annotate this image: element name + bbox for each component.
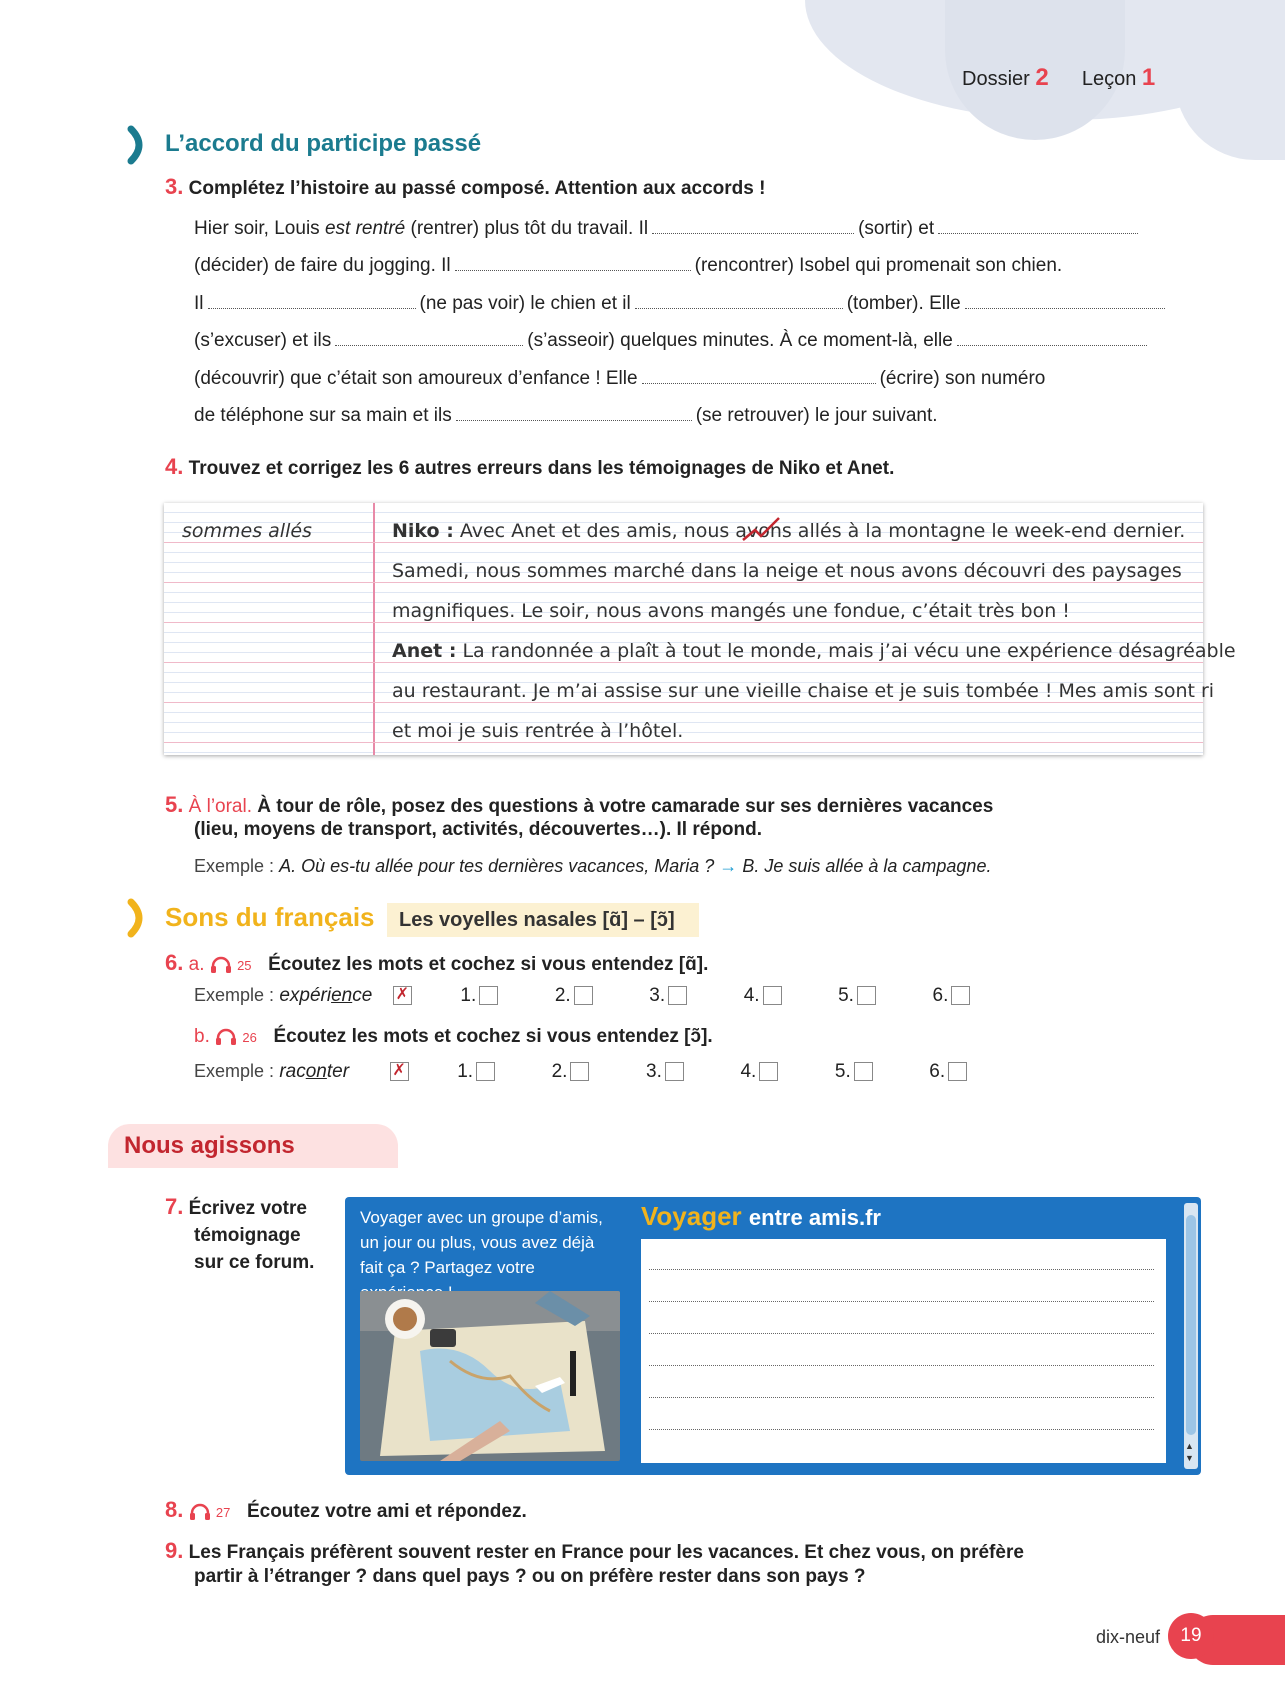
item-number: 1. [457, 1061, 474, 1082]
header-breadcrumb [962, 64, 1155, 92]
ex5-number: 5. [165, 792, 184, 817]
answer-blank[interactable] [965, 307, 1165, 309]
writing-line [649, 1301, 1154, 1302]
notebook-rule [164, 542, 1203, 543]
page-number: 19 [1168, 1613, 1214, 1659]
ex3-text: (s’asseoir) quelques minutes. À ce moment-là, elle [527, 330, 953, 351]
ex3-text: (écrire) son numéro [879, 368, 1046, 389]
forum-site-title [641, 1201, 881, 1232]
ex4-number: 4. [165, 454, 184, 479]
ex6b-checklist [194, 1061, 967, 1083]
checkbox-2[interactable] [574, 986, 593, 1005]
answer-blank[interactable] [938, 232, 1138, 234]
ex7-number: 7. [165, 1194, 184, 1219]
answer-blank[interactable] [642, 382, 876, 384]
track-number: 27 [215, 1505, 231, 1520]
checkbox-3[interactable] [668, 986, 687, 1005]
page-word: dix-neuf [1096, 1627, 1161, 1647]
example-word-part: en [331, 985, 353, 1006]
ex6a-label: a. [188, 954, 205, 975]
ex8-number: 8. [165, 1497, 184, 1522]
writing-line [649, 1429, 1154, 1430]
ex3-line-1 [194, 218, 1142, 240]
writing-line [649, 1397, 1154, 1398]
item-number: 5. [834, 1061, 851, 1082]
ex9-row [165, 1538, 1024, 1564]
section-chevron-icon [127, 125, 153, 165]
checkbox-1[interactable] [476, 1062, 495, 1081]
ex3-text: (s’excuser) et ils [194, 330, 332, 351]
ex3-instruction-row [165, 174, 765, 200]
item-number: 6. [929, 1061, 946, 1082]
ex3-text: (sortir) et [858, 218, 935, 239]
ex9-instruction-1: Les Français préfèrent souvent rester en France pour les vacances. Et chez vous, on préfère [188, 1542, 1024, 1563]
anet-text: La randonnée a plaît à tout le monde, mais j’ai vécu une expérience désagréable [462, 640, 1236, 662]
headphones-icon[interactable] [189, 1503, 211, 1521]
notebook-rule [164, 742, 1203, 743]
notebook-rule [164, 662, 1203, 663]
ex7-instr-line: témoignage [194, 1225, 301, 1246]
lecon-number: 1 [1141, 64, 1156, 91]
checkbox-1[interactable] [479, 986, 498, 1005]
nous-agissons-banner: Nous agissons [108, 1124, 398, 1168]
checkbox-3[interactable] [665, 1062, 684, 1081]
item-number: 6. [932, 985, 949, 1006]
niko-line-1 [392, 520, 1185, 542]
ex3-text: (se retrouver) le jour suivant. [695, 405, 938, 426]
sons-title: Sons du français [165, 902, 375, 932]
example-checkbox: ✗ [393, 986, 412, 1005]
ex3-example-answer: est rentré [324, 218, 406, 239]
forum-scrollbar[interactable] [1184, 1203, 1198, 1469]
forum-textarea[interactable] [641, 1239, 1166, 1463]
travel-map-photo [360, 1291, 620, 1461]
ex3-instruction: Complétez l’histoire au passé composé. Attention aux accords ! [188, 178, 766, 199]
example-word-part: on [305, 1061, 327, 1082]
example-word-part: ce [352, 985, 373, 1006]
forum-title-big: Voyager [641, 1201, 742, 1231]
ex6b-instruction: Écoutez les mots et cochez si vous entendez [ɔ̃]. [273, 1026, 713, 1047]
example-label: Exemple : [194, 856, 275, 876]
ex3-line-6 [194, 405, 938, 427]
ex4-instruction: Trouvez et corrigez les 6 autres erreurs dans les témoignages de Niko et Anet. [188, 458, 895, 479]
answer-blank[interactable] [635, 307, 843, 309]
niko-line-3: magnifiques. Le soir, nous avons mangés une fondue, c’était très bon ! [392, 600, 1070, 622]
ex7-instr-line: sur ce forum. [194, 1252, 315, 1273]
checkbox-6[interactable] [951, 986, 970, 1005]
example-word [279, 985, 372, 1006]
dossier-number: 2 [1035, 64, 1049, 91]
ex5-example [194, 856, 991, 877]
niko-name: Niko : [392, 520, 454, 542]
sons-tag: Les voyelles nasales [ɑ̃] – [ɔ̃] [387, 903, 699, 937]
writing-line [649, 1269, 1154, 1270]
ex6a-row [165, 950, 708, 976]
ex3-line-4 [194, 330, 1151, 352]
header-blob-right [1175, 0, 1285, 160]
answer-blank[interactable] [957, 344, 1147, 346]
ex6b-label: b. [194, 1026, 210, 1047]
correction-text: sommes allés [182, 520, 312, 542]
checkbox-5[interactable] [854, 1062, 873, 1081]
ex3-line-2 [194, 255, 1062, 277]
notebook-rule [164, 582, 1203, 583]
ex5-instruction-row [165, 792, 993, 818]
niko-text: allés à la montagne le week-end dernier. [791, 520, 1186, 542]
ex3-text: (ne pas voir) le chien et il [419, 293, 631, 314]
notebook-rule [164, 702, 1203, 703]
ex7-instr-line: Écrivez votre [188, 1198, 307, 1219]
answer-blank[interactable] [208, 307, 416, 309]
writing-line [649, 1333, 1154, 1334]
ex8-instruction: Écoutez votre ami et répondez. [246, 1501, 527, 1522]
ex6-number: 6. [165, 950, 184, 975]
ex3-text: Il [194, 293, 204, 314]
ex6a-checklist [194, 985, 970, 1007]
notebook-rule [164, 622, 1203, 623]
anet-line-1 [392, 640, 1236, 662]
sons-chevron-icon [127, 898, 153, 938]
checkbox-4[interactable] [759, 1062, 778, 1081]
item-number: 4. [740, 1061, 757, 1082]
example-label: Exemple : [194, 1061, 275, 1081]
ex5-oral-label: À l’oral. [188, 796, 252, 817]
map-photo-image [360, 1291, 620, 1461]
scrollbar-thumb[interactable] [1186, 1215, 1196, 1435]
headphones-icon[interactable] [210, 956, 232, 974]
example-a: A. Où es-tu allée pour tes dernières vacances, Maria ? [279, 856, 715, 876]
item-number: 2. [554, 985, 571, 1006]
scroll-up-icon[interactable]: ▲ [1185, 1441, 1194, 1451]
example-word-part: expéri [279, 985, 332, 1006]
ex3-text: (rentrer) plus tôt du travail. Il [405, 218, 649, 239]
notebook-margin-line [373, 503, 375, 755]
forum-prompt: Voyager avec un groupe d’amis, un jour ou plus, vous avez déjà fait ça ? Partagez votre [360, 1208, 603, 1277]
ex6a-instruction: Écoutez les mots et cochez si vous entendez [ɑ̃]. [268, 954, 709, 975]
anet-name: Anet : [392, 640, 457, 662]
example-label: Exemple : [194, 985, 275, 1005]
ex5-instruction-1: À tour de rôle, posez des questions à votre camarade sur ses dernières vacances [257, 796, 994, 817]
scroll-down-icon[interactable]: ▼ [1185, 1453, 1194, 1463]
ex3-text: (tomber). Elle [846, 293, 961, 314]
example-word [279, 1061, 349, 1082]
example-word-part: ter [326, 1061, 350, 1082]
forum-title-small: entre amis.fr [748, 1205, 881, 1230]
answer-blank[interactable] [455, 269, 691, 271]
checkbox-6[interactable] [948, 1062, 967, 1081]
track-number: 25 [237, 958, 252, 973]
notebook-paper [164, 503, 1236, 755]
ex3-text: (rencontrer) Isobel qui promenait son chien. [694, 255, 1063, 276]
track-number: 26 [242, 1030, 257, 1045]
item-number: 5. [838, 985, 854, 1006]
writing-line [649, 1365, 1154, 1366]
ex3-text: (décider) de faire du jogging. Il [194, 255, 451, 276]
niko-line-2: Samedi, nous sommes marché dans la neige et nous avons découvri des paysages [392, 560, 1182, 582]
ex3-line-5 [194, 368, 1045, 390]
niko-text: Avec Anet et des amis, nous a [459, 520, 747, 542]
example-checkbox: ✗ [390, 1062, 409, 1081]
answer-blank[interactable] [335, 344, 523, 346]
item-number: 2. [551, 1061, 568, 1082]
item-number: 3. [646, 1061, 662, 1082]
example-b: B. Je suis allée à la campagne. [742, 856, 992, 876]
ex4-instruction-row [165, 454, 894, 480]
dossier-label: Dossier [962, 68, 1030, 90]
checkbox-5[interactable] [857, 986, 876, 1005]
ex9-number: 9. [165, 1538, 184, 1563]
ex3-text: Hier soir, Louis [194, 218, 325, 239]
ex5-instruction-2: (lieu, moyens de transport, activités, découvertes…). Il répond. [194, 819, 763, 840]
forum-window [345, 1197, 1201, 1475]
item-number: 3. [649, 985, 666, 1006]
ex3-text: (découvrir) que c’était son amoureux d’enfance ! Elle [194, 368, 638, 389]
checkbox-2[interactable] [570, 1062, 589, 1081]
item-number: 1. [460, 985, 477, 1006]
section-title-participe: L’accord du participe passé [165, 130, 482, 157]
anet-line-3: et moi je suis rentrée à l’hôtel. [392, 720, 684, 742]
ex6b-row [194, 1026, 713, 1048]
ex3-text: de téléphone sur sa main et ils [194, 405, 452, 426]
ex3-number: 3. [165, 174, 184, 199]
lecon-label: Leçon [1081, 68, 1137, 90]
example-word-part: rac [279, 1061, 306, 1082]
checkbox-4[interactable] [763, 986, 782, 1005]
ex7-instruction [165, 1193, 314, 1276]
ex3-line-3 [194, 293, 1169, 315]
ex8-row [165, 1497, 527, 1523]
crossed-word [747, 520, 792, 542]
answer-blank[interactable] [456, 419, 692, 421]
item-number: 4. [743, 985, 760, 1006]
anet-line-2: au restaurant. Je m’ai assise sur une vieille chaise et je suis tombée ! Mes amis sont ri [392, 680, 1215, 702]
headphones-icon[interactable] [215, 1028, 237, 1046]
ex9-instruction-2: partir à l’étranger ? dans quel pays ? ou on préfère rester dans son pays ? [194, 1566, 866, 1587]
answer-blank[interactable] [652, 232, 854, 234]
niko-text: vons [746, 520, 792, 542]
arrow-icon: → [719, 856, 738, 876]
strike-mark-icon [741, 516, 781, 546]
